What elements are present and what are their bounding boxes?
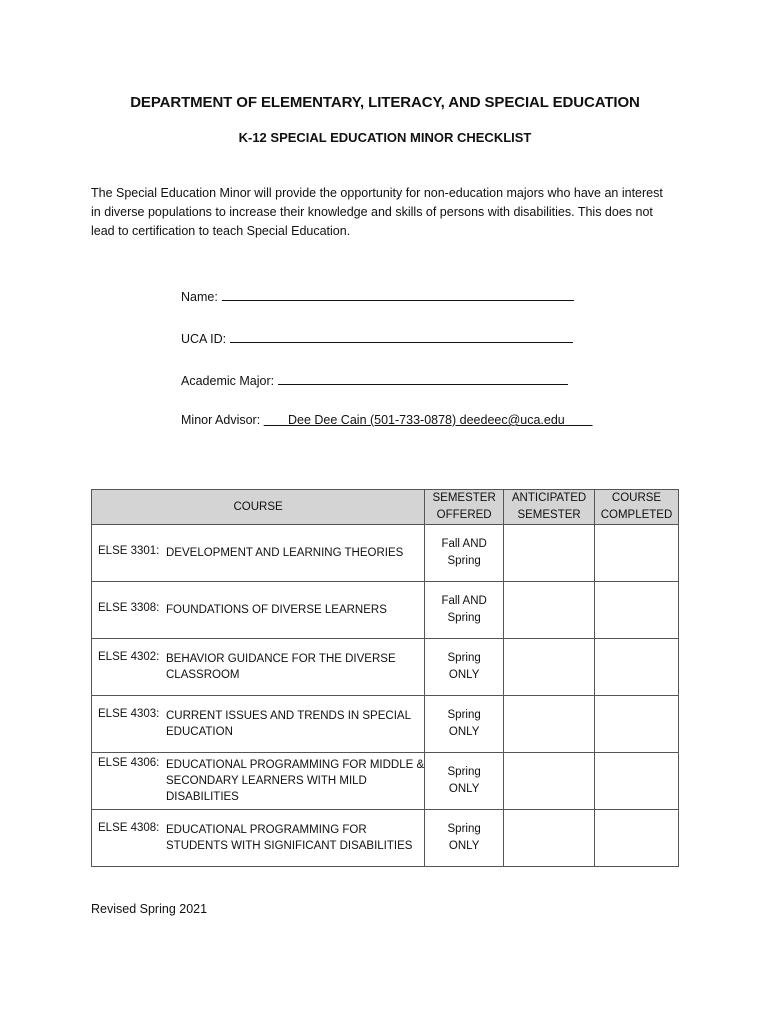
intro-paragraph: The Special Education Minor will provide the opportunity for non-education majors who have an interest in diverse populations to increase their knowledge and skills of persons with disabilities. This does not lead to certification to teach Special Education. <box>91 186 663 238</box>
semester-offered-cell: Spring ONLY <box>425 696 504 753</box>
minor-advisor-label: Minor Advisor: <box>181 413 261 427</box>
course-name: EDUCATIONAL PROGRAMMING FOR STUDENTS WITH SIGNIFICANT DISABILITIES <box>166 824 413 852</box>
header-anticipated-semester: ANTICIPATED SEMESTER <box>504 490 595 525</box>
course-cell <box>92 696 425 753</box>
header-course: COURSE <box>92 490 425 525</box>
semester-offered-cell: Fall AND Spring <box>425 525 504 582</box>
table-row <box>92 810 679 867</box>
name-field <box>181 288 574 304</box>
anticipated-semester-cell[interactable] <box>504 810 595 867</box>
semester-offered-cell: Fall AND Spring <box>425 582 504 639</box>
course-table <box>91 489 679 867</box>
uca-id-field <box>181 330 573 346</box>
course-completed-cell[interactable] <box>595 810 679 867</box>
revision-note: Revised Spring 2021 <box>91 902 208 916</box>
academic-major-input-line[interactable] <box>278 372 568 385</box>
course-cell <box>92 582 425 639</box>
course-completed-cell[interactable] <box>595 525 679 582</box>
anticipated-semester-cell[interactable] <box>504 525 595 582</box>
anticipated-semester-cell[interactable] <box>504 696 595 753</box>
semester-offered-cell: Spring ONLY <box>425 753 504 810</box>
anticipated-semester-cell[interactable] <box>504 582 595 639</box>
minor-advisor-value: Dee Dee Cain (501-733-0878) deedeec@uca.edu <box>288 413 565 427</box>
table-row <box>92 753 679 810</box>
course-name: CURRENT ISSUES AND TRENDS IN SPECIAL EDUCATION <box>166 710 411 738</box>
course-completed-cell[interactable] <box>595 696 679 753</box>
course-code: ELSE 3301: <box>98 545 160 557</box>
table-row <box>92 639 679 696</box>
anticipated-semester-cell[interactable] <box>504 753 595 810</box>
academic-major-field <box>181 372 568 388</box>
course-code: ELSE 4303: <box>98 708 160 720</box>
course-cell <box>92 639 425 696</box>
anticipated-semester-cell[interactable] <box>504 639 595 696</box>
header-course-completed: COURSE COMPLETED <box>595 490 679 525</box>
academic-major-label: Academic Major: <box>181 374 275 388</box>
semester-offered-cell: Spring ONLY <box>425 810 504 867</box>
course-code: ELSE 4302: <box>98 651 160 663</box>
uca-id-label: UCA ID: <box>181 332 227 346</box>
course-cell <box>92 810 425 867</box>
name-label: Name: <box>181 290 218 304</box>
course-code: ELSE 3308: <box>98 602 160 614</box>
name-input-line[interactable] <box>222 288 574 301</box>
course-cell <box>92 525 425 582</box>
page-subtitle: K-12 SPECIAL EDUCATION MINOR CHECKLIST <box>238 130 532 145</box>
page-title: DEPARTMENT OF ELEMENTARY, LITERACY, AND SPECIAL EDUCATION <box>130 94 640 111</box>
uca-id-input-line[interactable] <box>230 330 573 343</box>
table-header-row <box>92 490 679 525</box>
course-completed-cell[interactable] <box>595 582 679 639</box>
course-name: BEHAVIOR GUIDANCE FOR THE DIVERSE CLASSROOM <box>166 653 396 681</box>
course-name: FOUNDATIONS OF DIVERSE LEARNERS <box>166 604 387 616</box>
table-row <box>92 582 679 639</box>
table-row <box>92 696 679 753</box>
course-completed-cell[interactable] <box>595 639 679 696</box>
semester-offered-cell: Spring ONLY <box>425 639 504 696</box>
course-completed-cell[interactable] <box>595 753 679 810</box>
course-name: EDUCATIONAL PROGRAMMING FOR MIDDLE & SECONDARY LEARNERS WITH MILD DISABILITIES <box>166 759 425 803</box>
course-code: ELSE 4308: <box>98 822 160 834</box>
table-row <box>92 525 679 582</box>
course-code: ELSE 4306: <box>98 757 160 769</box>
header-semester-offered: SEMESTER OFFERED <box>425 490 504 525</box>
course-cell <box>92 753 425 810</box>
course-name: DEVELOPMENT AND LEARNING THEORIES <box>166 547 404 559</box>
minor-advisor-field <box>181 413 593 427</box>
